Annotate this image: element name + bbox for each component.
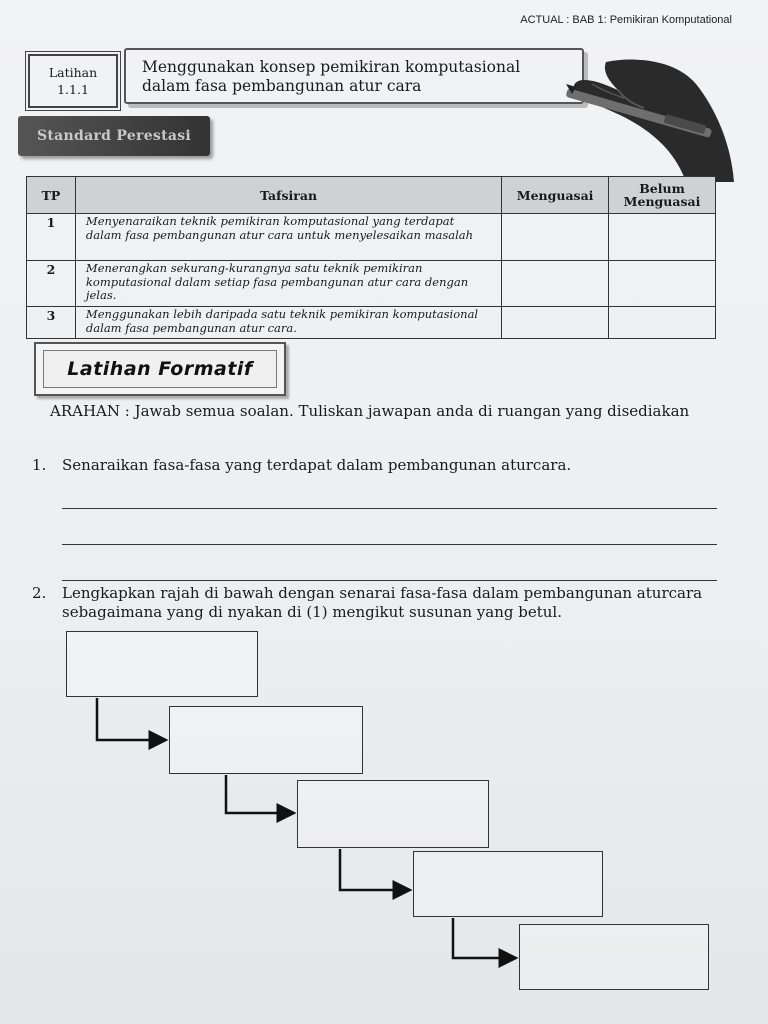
question-2-number: 2.	[32, 584, 47, 602]
connector-arrow-1	[97, 698, 166, 740]
latihan-label: Latihan	[48, 65, 98, 80]
question-1-number: 1.	[32, 456, 47, 474]
tafsiran-text: Menggunakan lebih daripada satu teknik pemikiran komputasional dalam fasa pembangunan atur cara.	[75, 307, 501, 339]
tp-level: 2	[27, 261, 76, 307]
standard-prestasi-banner: Standard Perestasi	[18, 116, 210, 156]
topic-title-box	[124, 48, 584, 104]
performance-standard-table	[26, 176, 716, 339]
answer-line-2[interactable]	[62, 544, 717, 545]
belum-menguasai-cell[interactable]	[609, 261, 716, 307]
latihan-formatif-banner	[34, 342, 286, 396]
tp-level: 1	[27, 214, 76, 261]
table-row	[27, 261, 716, 307]
flow-box-5[interactable]	[519, 924, 709, 990]
belum-menguasai-cell[interactable]	[609, 214, 716, 261]
menguasai-cell[interactable]	[502, 261, 609, 307]
latihan-number: 1.1.1	[57, 82, 89, 97]
flow-box-4[interactable]	[413, 851, 603, 917]
table-row	[27, 214, 716, 261]
hand-writing-pen-icon	[566, 54, 736, 186]
connector-arrow-3	[340, 849, 410, 890]
connector-arrow-2	[226, 775, 294, 813]
instructions: ARAHAN : Jawab semua soalan. Tuliskan jawapan anda di ruangan yang disediakan	[50, 402, 690, 420]
tafsiran-text: Menerangkan sekurang-kurangnya satu teknik pemikiran komputasional dalam setiap fasa pembangunan atur cara dengan jelas.	[75, 261, 501, 307]
header-tp: TP	[27, 177, 76, 214]
table-header-row	[27, 177, 716, 214]
flow-box-1[interactable]	[66, 631, 258, 697]
header-tafsiran: Tafsiran	[75, 177, 501, 214]
table-row	[27, 307, 716, 339]
latihan-formatif-label: Latihan Formatif	[43, 350, 277, 388]
tp-level: 3	[27, 307, 76, 339]
flow-box-2[interactable]	[169, 706, 363, 774]
menguasai-cell[interactable]	[502, 307, 609, 339]
question-1	[32, 456, 732, 474]
header-menguasai: Menguasai	[502, 177, 609, 214]
menguasai-cell[interactable]	[502, 214, 609, 261]
latihan-badge	[28, 54, 118, 108]
tafsiran-text: Menyenaraikan teknik pemikiran komputasional yang terdapat dalam fasa pembangunan atur cara untuk menyelesaikan masalah	[75, 214, 501, 261]
question-2	[32, 584, 732, 622]
connector-arrow-4	[453, 918, 516, 958]
header-belum-menguasai: Belum Menguasai	[609, 177, 716, 214]
running-header: ACTUAL : BAB 1: Pemikiran Komputational	[520, 14, 732, 26]
topic-line-1: Menggunakan konsep pemikiran komputasional	[142, 58, 521, 76]
question-2-text: Lengkapkan rajah di bawah dengan senarai fasa-fasa dalam pembangunan aturcara sebagaimana yang di nyakan di (1) mengikut susunan yang betul.	[62, 584, 703, 621]
topic-line-2: dalam fasa pembangunan atur cara	[142, 77, 422, 95]
flow-box-3[interactable]	[297, 780, 489, 848]
answer-line-3[interactable]	[62, 580, 717, 581]
answer-line-1[interactable]	[62, 508, 717, 509]
belum-menguasai-cell[interactable]	[609, 307, 716, 339]
question-1-text: Senaraikan fasa-fasa yang terdapat dalam pembangunan aturcara.	[62, 456, 572, 474]
